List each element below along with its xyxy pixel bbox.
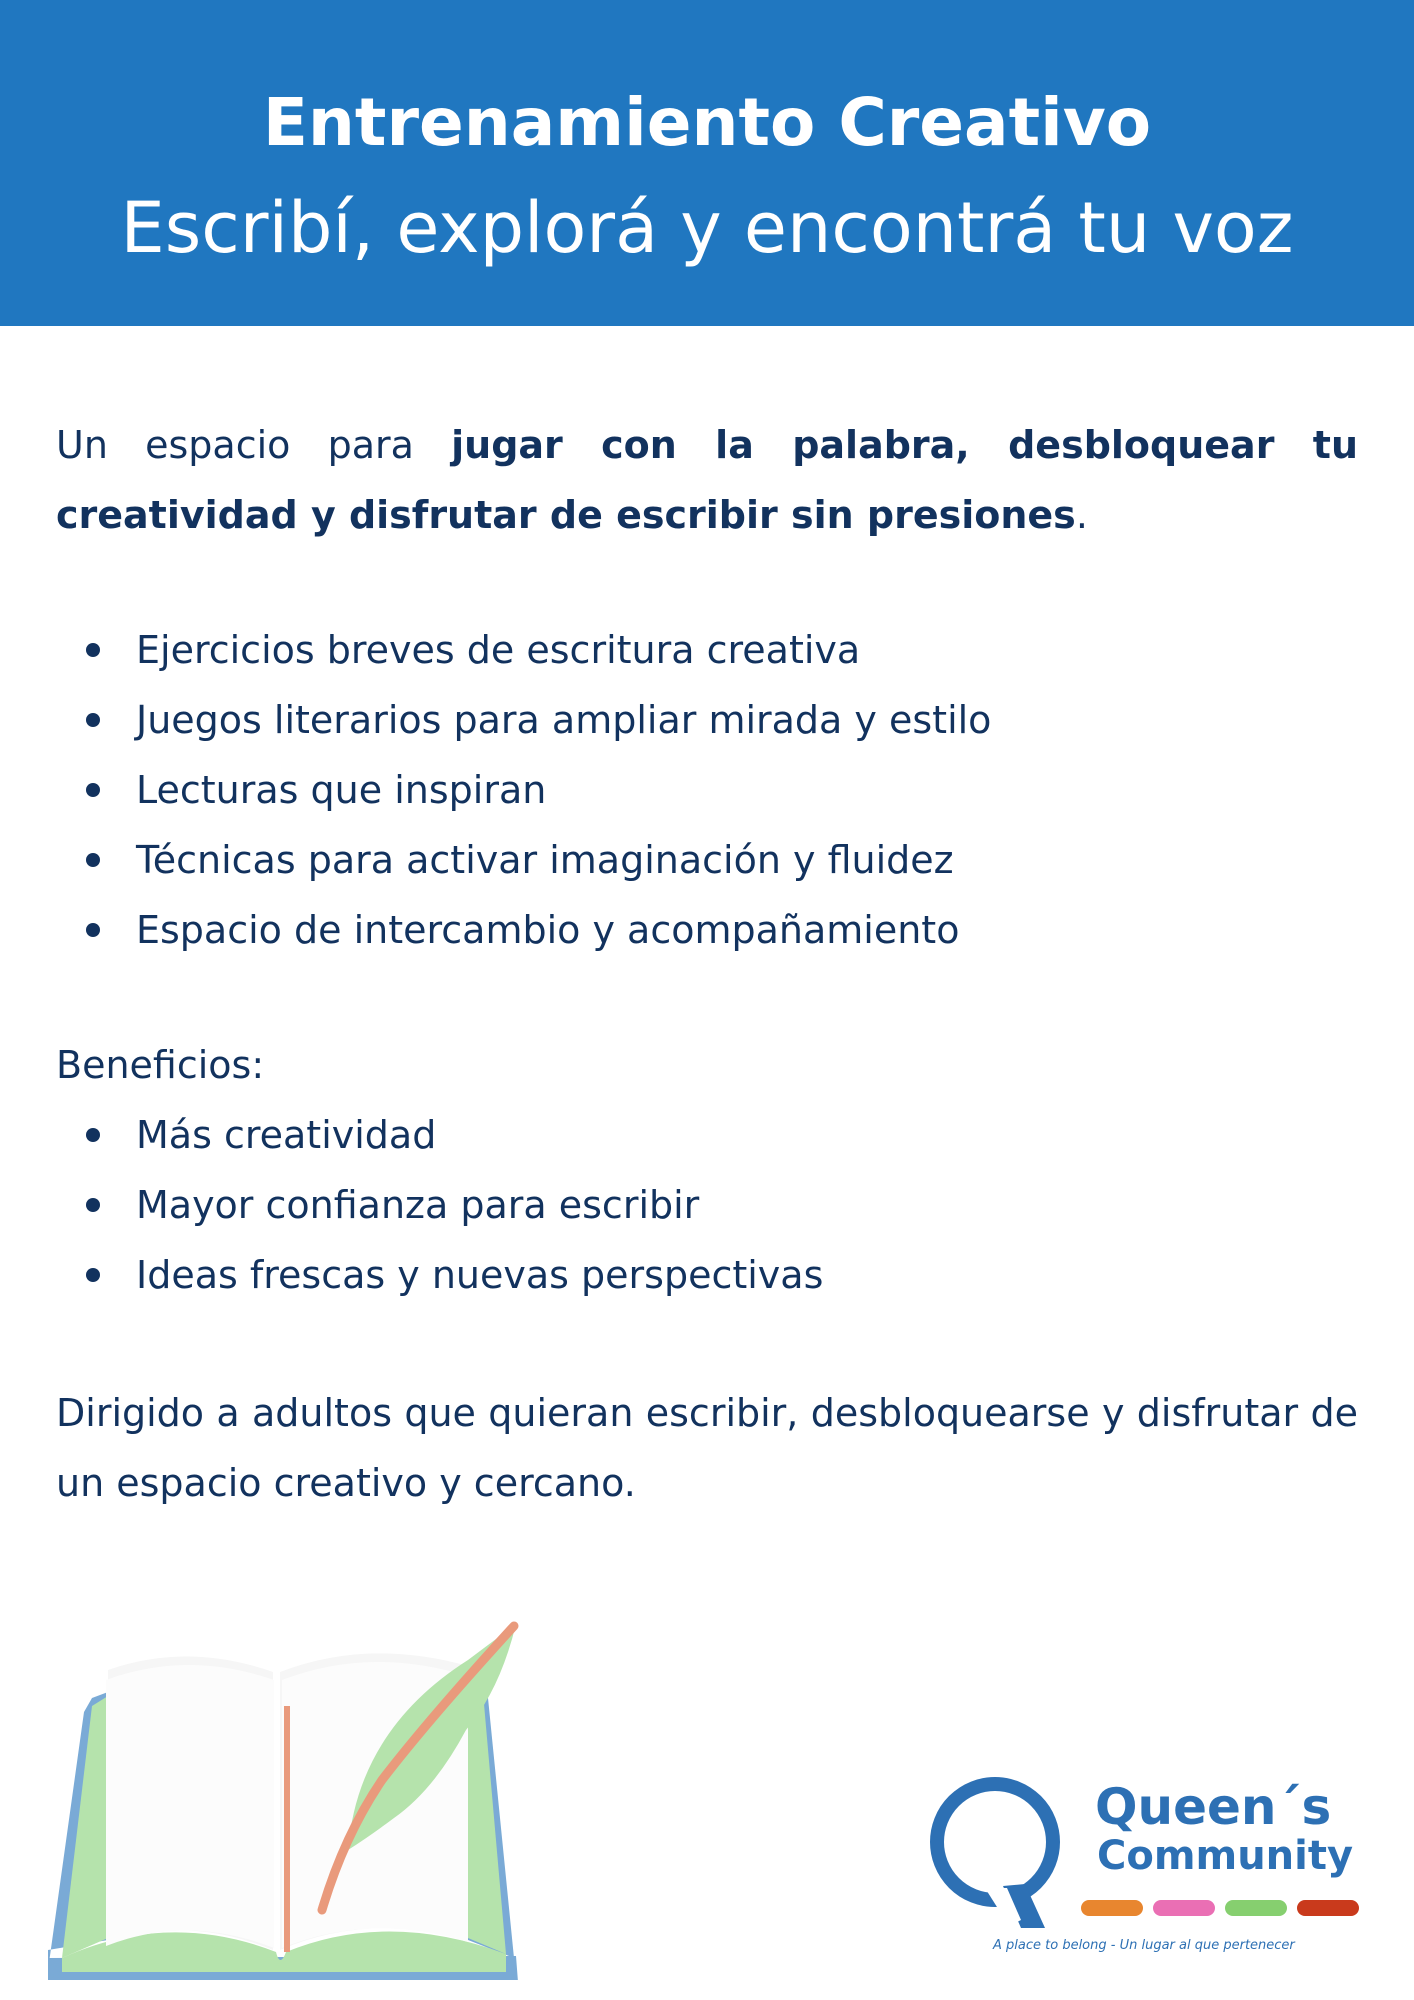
list-item-text: Más creatividad bbox=[136, 1113, 437, 1157]
list-item bbox=[136, 615, 991, 685]
header-banner bbox=[0, 0, 1414, 326]
bullet-icon bbox=[86, 1128, 100, 1142]
list-item-text: Espacio de intercambio y acompañamiento bbox=[136, 908, 960, 952]
list-item bbox=[136, 825, 991, 895]
open-book-with-quill-icon bbox=[48, 1580, 528, 1980]
list-item bbox=[136, 1100, 823, 1170]
logo-color-bars bbox=[1081, 1900, 1361, 1916]
q-logo-icon bbox=[925, 1770, 1075, 1930]
audience-paragraph: Dirigido a adultos que quieran escribir, desbloquearse y disfrutar de un espacio creativo y cercano. bbox=[56, 1391, 1358, 1505]
bullet-icon bbox=[86, 923, 100, 937]
bullet-icon bbox=[86, 1198, 100, 1212]
color-bar-green bbox=[1225, 1900, 1287, 1916]
list-item bbox=[136, 895, 991, 965]
logo-tagline: A place to belong - Un lugar al que pertenecer bbox=[993, 1938, 1295, 1953]
bullet-icon bbox=[86, 853, 100, 867]
color-bar-red bbox=[1297, 1900, 1359, 1916]
page-subtitle: Escribí, explorá y encontrá tu voz bbox=[120, 187, 1294, 269]
bullet-icon bbox=[86, 643, 100, 657]
list-item-text: Mayor confianza para escribir bbox=[136, 1183, 700, 1227]
intro-lead: Un espacio para bbox=[56, 423, 452, 467]
bullet-icon bbox=[86, 1268, 100, 1282]
logo-name-line2: Community bbox=[1097, 1833, 1354, 1879]
list-item-text: Técnicas para activar imaginación y fluidez bbox=[136, 838, 954, 882]
benefits-heading: Beneficios: bbox=[56, 1043, 265, 1087]
logo-name-line1: Queen´s bbox=[1095, 1778, 1332, 1836]
intro-paragraph bbox=[56, 410, 1358, 550]
list-item bbox=[136, 685, 991, 755]
queens-community-logo bbox=[925, 1770, 1365, 1960]
list-item bbox=[136, 1170, 823, 1240]
list-item-text: Lecturas que inspiran bbox=[136, 768, 547, 812]
list-item-text: Juegos literarios para ampliar mirada y estilo bbox=[136, 698, 992, 742]
bullet-icon bbox=[86, 713, 100, 727]
color-bar-orange bbox=[1081, 1900, 1143, 1916]
list-item bbox=[136, 1240, 823, 1310]
intro-highlight: jugar con la palabra, desbloquear tu creatividad y disfrutar de escribir sin presiones bbox=[56, 423, 1359, 537]
activities-list bbox=[56, 615, 991, 965]
list-item bbox=[136, 755, 991, 825]
bullet-icon bbox=[86, 783, 100, 797]
color-bar-pink bbox=[1153, 1900, 1215, 1916]
list-item-text: Ideas frescas y nuevas perspectivas bbox=[136, 1253, 824, 1297]
intro-end: . bbox=[1075, 493, 1088, 537]
page-title: Entrenamiento Creativo bbox=[262, 84, 1152, 161]
benefits-list bbox=[56, 1100, 823, 1310]
list-item-text: Ejercicios breves de escritura creativa bbox=[136, 628, 861, 672]
